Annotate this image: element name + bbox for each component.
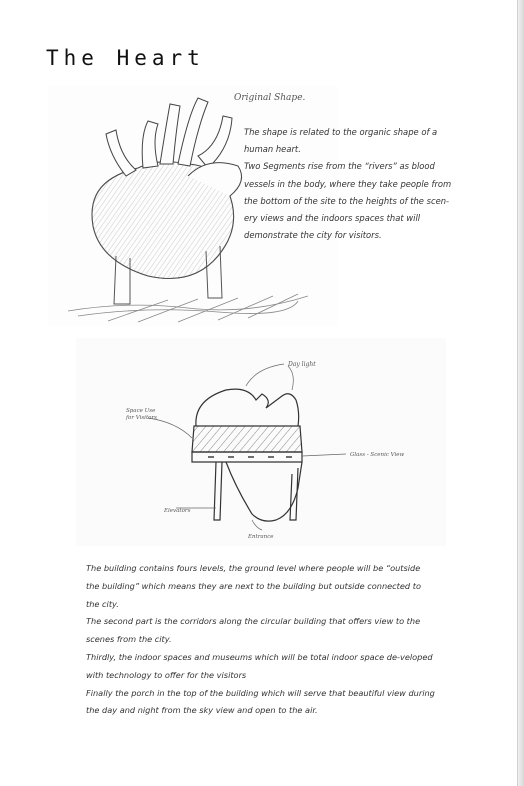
intro-text [244, 124, 462, 244]
label-daylight: Day light [288, 361, 316, 368]
body-paragraph-4: Finally the porch in the top of the building which will serve that beautiful view during the day and night from the sky view and open to the air. [86, 687, 435, 716]
body-paragraph-1: The building contains fours levels, the ground level where people will be “outside the building” which means they are next to the building but outside connected to the city. [86, 563, 421, 609]
label-space-use-line: for Visitors [126, 415, 157, 421]
label-glass-scenic-view: Glass - Scenic View [350, 452, 405, 458]
page-title: The Heart [46, 46, 205, 70]
label-space-use-text: Space Use [126, 408, 156, 414]
sketch-one-caption: Original Shape. [234, 93, 306, 103]
label-elevators: Elevators [164, 508, 191, 514]
section-sketch-image [76, 338, 446, 546]
body-text [86, 560, 436, 720]
body-paragraph-3: Thirdly, the indoor spaces and museums which will be total indoor space de-veloped with technology to offer for the visitors [86, 651, 433, 680]
intro-paragraph-1: The shape is related to the organic shape of a human heart. [244, 127, 438, 155]
label-space-use [125, 408, 157, 421]
page-edge [517, 0, 524, 786]
label-entrance: Entrance [248, 534, 274, 540]
intro-paragraph-2: Two Segments rise from the “rivers” as blood vessels in the body, where they take people from the bottom of the site to the heights of the scen-ery views and the indoors spaces that will demonstrate the city for visitors. [244, 161, 452, 241]
body-paragraph-2: The second part is the corridors along the circular building that offers view to the scenes from the city. [86, 616, 421, 645]
